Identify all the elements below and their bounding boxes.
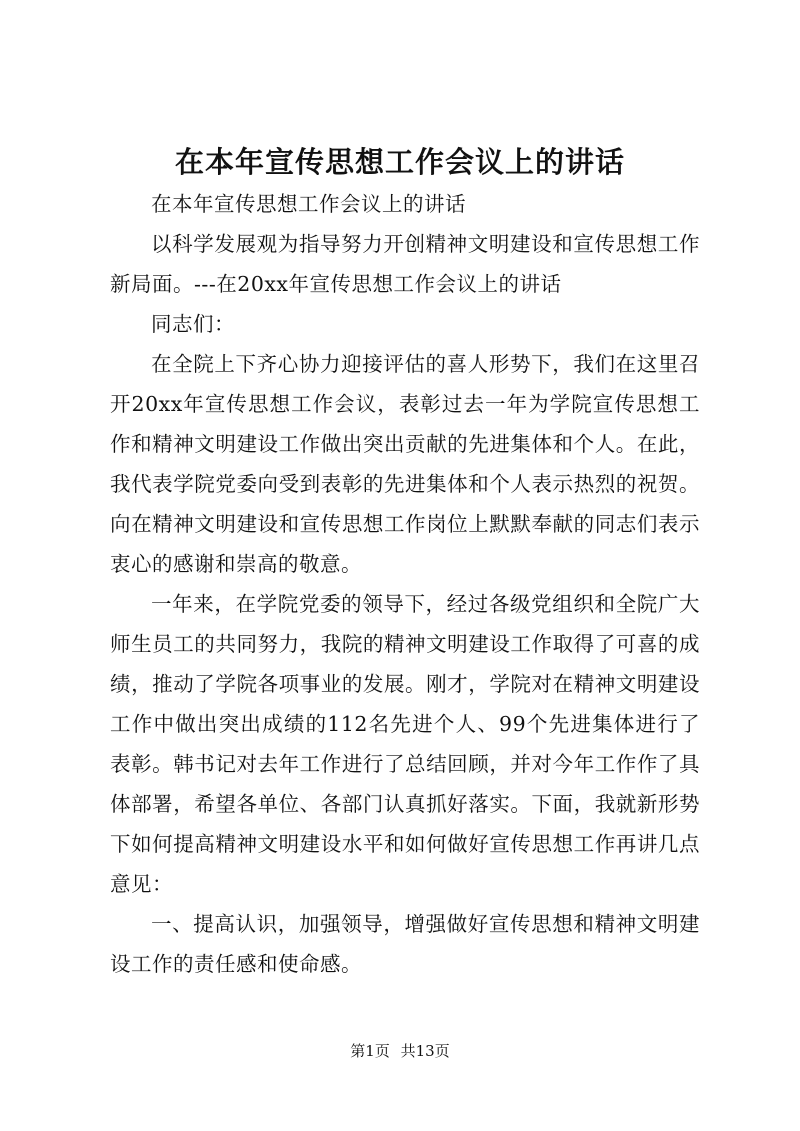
paragraph-section-one: 一、提高认识，加强领导，增强做好宣传思想和精神文明建设工作的责任感和使命感。	[110, 912, 700, 976]
paragraph-theme: 以科学发展观为指导努力开创精神文明建设和宣传思想工作新局面。---在20xx年宣传思想工作会议上的讲话	[110, 232, 700, 296]
paragraph-subtitle: 在本年宣传思想工作会议上的讲话	[151, 192, 466, 216]
page-total: 共13页	[400, 1042, 450, 1060]
page-footer	[0, 1041, 800, 1061]
document-title: 在本年宣传思想工作会议上的讲话	[174, 145, 625, 179]
paragraph-review: 一年来，在学院党委的领导下，经过各级党组织和全院广大师生员工的共同努力，我院的精神文明建设工作取得了可喜的成绩，推动了学院各项事业的发展。刚才，学院对在精神文明建设工作中做出突出成绩的112名先进个人、99个先进集体进行了表彰。韩书记对去年工作进行了总结回顾，并对今年工作作了具体部署，希望各单位、各部门认真抓好落实。下面，我就新形势下如何提高精神文明建设水平和如何做好宣传思想工作再讲几点意见：	[110, 592, 700, 896]
paragraph-opening: 在全院上下齐心协力迎接评估的喜人形势下，我们在这里召开20xx年宣传思想工作会议，表彰过去一年为学院宣传思想工作和精神文明建设工作做出突出贡献的先进集体和个人。在此，我代表学院党委向受到表彰的先进集体和个人表示热烈的祝贺。向在精神文明建设和宣传思想工作岗位上默默奉献的同志们表示衷心的感谢和崇高的敬意。	[110, 352, 700, 576]
document-body	[110, 184, 700, 984]
page-number: 第1页	[350, 1042, 390, 1060]
paragraph-salutation: 同志们：	[151, 312, 235, 336]
